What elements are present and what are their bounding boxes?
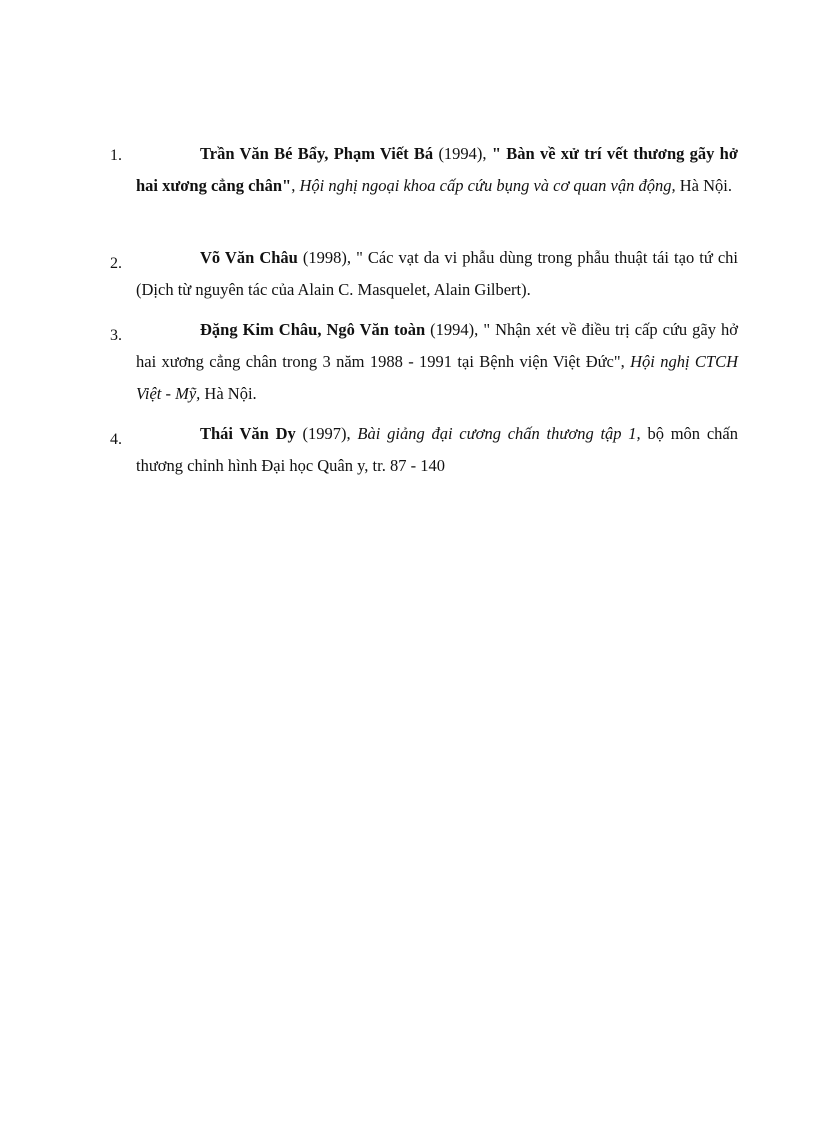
reference-text xyxy=(136,314,738,410)
reference-text xyxy=(136,138,738,202)
reference-authors: Thái Văn Dy xyxy=(200,424,296,443)
reference-title: " Bàn về xử trí vết thương gãy hở hai xương cẳng chân" xyxy=(136,144,738,195)
reference-separator: , xyxy=(291,176,300,195)
reference-title: " Các vạt da vi phẫu dùng trong phẫu thuật tái tạo tứ chi (Dịch từ nguyên tác của Alain C. Masquelet, Alain Gilbert). xyxy=(136,248,738,299)
reference-number: 3. xyxy=(110,327,122,344)
reference-tail: Hà Nội. xyxy=(675,176,732,195)
reference-source: Hội nghị CTCH Việt - Mỹ, xyxy=(136,352,738,403)
reference-item xyxy=(110,242,738,306)
reference-separator: , xyxy=(620,352,631,371)
reference-source: Bài giảng đại cương chấn thương tập 1, xyxy=(357,424,641,443)
reference-year: (1994), xyxy=(433,144,492,163)
reference-year: (1998), xyxy=(297,248,357,267)
reference-tail: Hà Nội. xyxy=(200,384,257,403)
reference-authors: Đặng Kim Châu, Ngô Văn toàn xyxy=(200,320,426,339)
reference-year: (1994), xyxy=(425,320,484,339)
reference-title: " Nhận xét về điều trị cấp cứu gãy hở hai xương cẳng chân trong 3 năm 1988 - 1991 tại Bệnh viện Việt Đức" xyxy=(136,320,738,371)
reference-source: Hội nghị ngoại khoa cấp cứu bụng và cơ quan vận động, xyxy=(299,176,676,195)
reference-number: 1. xyxy=(110,147,122,164)
reference-year: (1997), xyxy=(295,424,358,443)
reference-authors: Trần Văn Bé Bẩy, Phạm Viết Bá xyxy=(200,144,434,163)
reference-item xyxy=(110,314,738,410)
reference-text xyxy=(136,242,738,306)
reference-number: 2. xyxy=(110,255,122,272)
reference-item xyxy=(110,138,738,202)
reference-item xyxy=(110,418,738,482)
reference-tail: bộ môn chấn thương chỉnh hình Đại học Quân y, tr. 87 - 140 xyxy=(136,424,738,475)
reference-number: 4. xyxy=(110,431,122,448)
reference-authors: Võ Văn Châu xyxy=(200,248,298,267)
reference-text xyxy=(136,418,738,482)
